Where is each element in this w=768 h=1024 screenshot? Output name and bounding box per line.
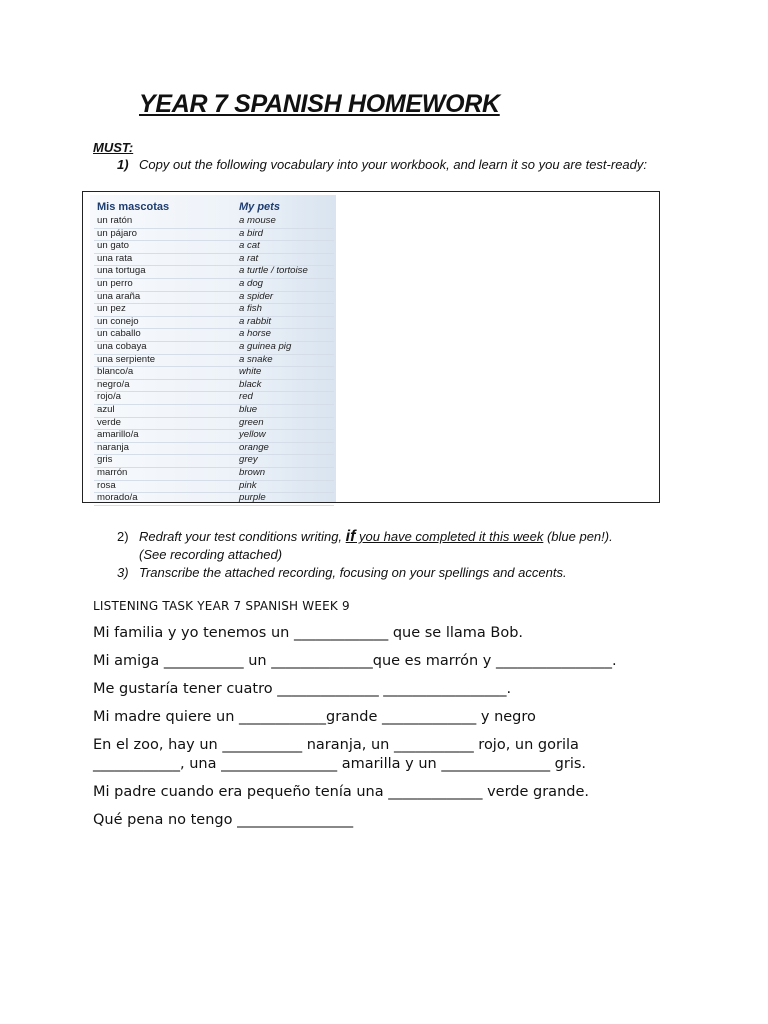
vocab-spanish: una araña [97,290,141,302]
listening-sentence [93,708,693,727]
vocab-row [94,379,334,393]
task-2-underlined: you have completed it this week [355,529,544,544]
vocab-spanish: un caballo [97,328,141,340]
task-list [117,528,613,582]
listening-sentence [93,783,693,802]
vocab-row [94,404,334,418]
task-2-if: if [345,528,356,545]
task-1-number: 1) [117,157,129,172]
vocab-spanish: gris [97,454,113,466]
task-3-text: Transcribe the attached recording, focusing on your spellings and accents. [139,565,567,580]
vocab-spanish: azul [97,404,115,415]
vocab-row [94,316,334,330]
vocab-row [94,328,334,342]
task-2-line2: (See recording attached) [139,547,283,562]
vocab-row [94,417,334,431]
vocab-row [94,492,334,506]
vocab-row [94,442,334,456]
vocab-english: blue [239,404,258,415]
vocab-spanish: un pájaro [97,227,138,239]
vocab-english: yellow [239,429,266,441]
vocabulary-table [90,195,336,502]
task-1 [117,157,647,172]
vocab-english: a rat [239,252,259,264]
listening-sentence [93,624,693,643]
vocab-english: a rabbit [239,315,271,327]
task-1-text: Copy out the following vocabulary into your workbook, and learn it so you are test-ready: [139,157,647,172]
vocab-row [94,354,334,368]
vocab-spanish: verde [97,416,121,428]
sentence-line: Mi amiga ___________ un ______________que es marrón y ________________. [93,653,617,669]
vocab-row [94,240,334,254]
vocab-english: black [239,378,262,390]
vocab-spanish: rojo/a [97,391,121,403]
vocab-spanish: un pez [97,303,126,315]
vocab-row [94,366,334,380]
vocab-spanish: una tortuga [97,265,146,277]
vocab-english: pink [239,479,257,491]
vocab-english: a cat [239,240,260,252]
vocab-english: red [239,391,253,403]
vocab-spanish: blanco/a [97,366,134,378]
vocab-row [94,391,334,405]
vocab-spanish: una serpiente [97,353,156,365]
vocab-spanish: negro/a [97,378,130,390]
vocab-header-english: My pets [239,201,280,213]
listening-sentence [93,811,693,830]
vocab-english: white [239,366,262,378]
sentence-line: ____________, una ________________ amarilla y un _______________ gris. [93,756,587,772]
vocab-english: a bird [239,227,263,239]
vocab-row [94,228,334,242]
vocab-row [94,265,334,279]
task-3-number: 3) [117,565,129,580]
vocab-spanish: una cobaya [97,341,147,352]
vocabulary-box [82,191,660,503]
listening-sentence [93,680,693,699]
vocab-spanish: rosa [97,479,116,491]
vocab-row [94,278,334,292]
vocab-row [94,454,334,468]
listening-task-title: LISTENING TASK YEAR 7 SPANISH WEEK 9 [93,599,350,613]
vocab-english: a dog [239,278,264,289]
vocab-row [94,303,334,317]
page-title: YEAR 7 SPANISH HOMEWORK [139,90,500,118]
vocab-spanish: una rata [97,252,133,264]
vocab-spanish: amarillo/a [97,429,139,441]
task-2-text [139,528,613,546]
vocab-english: a horse [239,328,271,340]
sentence-line: En el zoo, hay un ___________ naranja, un ___________ rojo, un gorila [93,737,579,753]
vocab-row [94,341,334,355]
task-2 [117,528,613,564]
task-2-text-after: (blue pen!). [543,529,613,544]
vocab-spanish: un gato [97,240,130,252]
task-2-number: 2) [117,529,129,544]
task-3 [117,564,613,582]
vocab-english: a turtle / tortoise [239,265,308,277]
vocab-english: purple [239,492,266,504]
vocab-row [94,291,334,305]
vocab-spanish: marrón [97,467,128,478]
vocab-spanish: morado/a [97,492,138,504]
sentence-line: Me gustaría tener cuatro ______________ _________________. [93,681,512,697]
listening-sentence [93,736,693,774]
vocab-english: brown [239,467,266,478]
vocab-english: a spider [239,290,274,302]
task-2-text-before: Redraft your test conditions writing, [139,529,346,544]
vocab-english: a fish [239,303,262,315]
vocab-header-spanish: Mis mascotas [97,201,170,213]
sentence-line: Mi madre quiere un ____________grande _____________ y negro [93,709,536,725]
vocab-row [94,429,334,443]
listening-sentence [93,652,693,671]
sentence-line: Qué pena no tengo ________________ [93,812,354,828]
vocab-english: a guinea pig [239,341,292,352]
sentence-line: Mi padre cuando era pequeño tenía una _____________ verde grande. [93,784,589,800]
vocab-spanish: naranja [97,441,130,453]
must-label: MUST: [93,140,134,155]
listening-sentences [93,624,693,839]
vocab-english: orange [239,441,269,453]
vocab-english: green [239,416,264,428]
vocab-row [94,253,334,267]
vocab-english: a mouse [239,215,276,226]
vocab-english: grey [239,454,258,466]
vocab-row [94,467,334,481]
sentence-line: Mi familia y yo tenemos un _____________ que se llama Bob. [93,625,524,641]
vocab-spanish: un ratón [97,215,133,226]
vocab-english: a snake [239,353,273,365]
vocab-spanish: un perro [97,278,133,289]
vocab-row [94,480,334,494]
vocab-row [94,215,334,229]
vocab-spanish: un conejo [97,315,139,327]
